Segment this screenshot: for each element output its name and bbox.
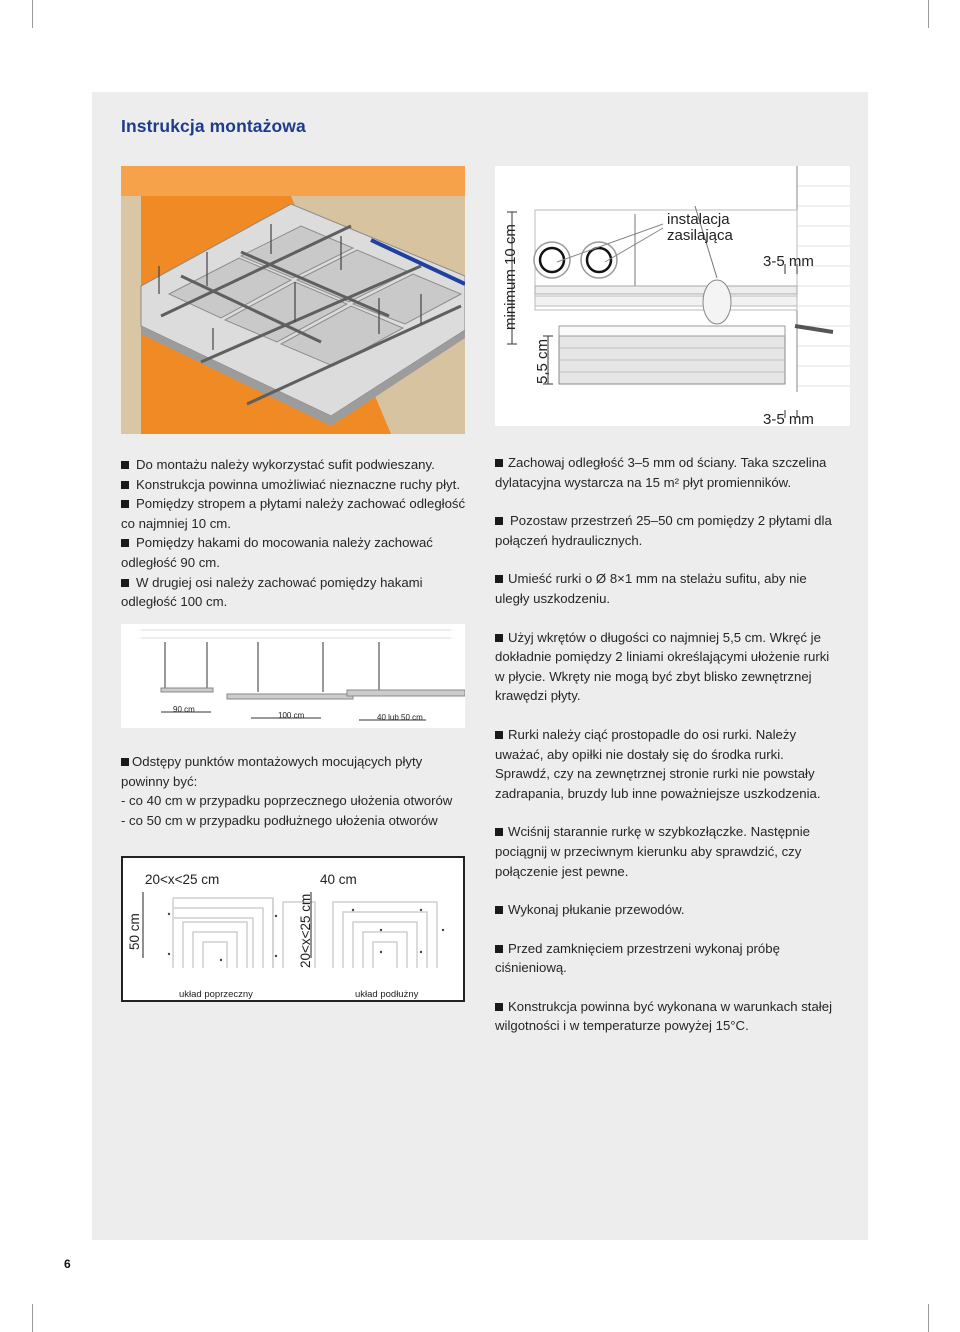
pipe-layouts-diagram	[121, 856, 465, 1002]
bullet-icon	[495, 575, 503, 583]
bullet-icon	[495, 945, 503, 953]
bullet-icon	[121, 500, 129, 508]
hangers-diagram	[121, 624, 465, 728]
label-x-side: 20<x<25 cm	[298, 893, 313, 968]
bullet-icon	[121, 481, 129, 489]
crop-mark	[32, 1304, 33, 1332]
bullet-icon	[495, 731, 503, 739]
page-number: 6	[64, 1257, 71, 1271]
label-100: 100 cm	[278, 711, 305, 720]
right-bullet-list: Zachowaj odległość 3–5 mm od ściany. Taka szczelina dylatacyjna wystarcza na 15 m² płyt promienników. Pozostaw przestrzeń 25–50 cm pomiędzy 2 płytami dla połączeń hydraulicznych. Umieść rurki o Ø 8×1 mm na stelażu sufitu, aby nie uległy uszkodzeniu. Użyj wkrętów o długości co najmniej 5,5 cm. Wkręć je dokładnie pomiędzy 2 liniami określającymi ułożenie rurki w płycie. Wkręty nie mogą być zbyt blisko zewnętrznej krawędzi płyty. Rurki należy ciąć prostopadle do osi rurki. Należy uważać, aby opiłki nie dostały się do środka rurki. Sprawdź, czy na zewnętrznej stronie rurki nie powstały zadrapania, bruzdy lub inne poważniejsze uszkodzenia. Wciśnij starannie rurkę w szybkozłączke. Następnie pociągnij w przeciwnym kierunku aby sprawdzić, czy połączenie jest pewne. Wykonaj płukanie przewodów. Przed zamknięciem przestrzeni wykonaj próbę ciśnieniową. Konstrukcja powinna być wykonana w warunkach stałej wilgotności i w temperaturze powyżej 15°C.	[495, 455, 832, 1034]
bullet-icon	[495, 517, 503, 525]
spacing-block: Odstępy punktów montażowych mocujących płyty powinny być: - co 40 cm w przypadku poprzecznego ułożenia otworów - co 50 cm w przypadku podłużnego ułożenia otworów	[121, 754, 453, 828]
label-55: 5,5 cm	[534, 338, 551, 384]
bullet-icon	[495, 1003, 503, 1011]
crop-mark	[928, 0, 929, 28]
bullet-icon	[495, 459, 503, 467]
ceiling-illustration	[121, 166, 465, 434]
bullet-icon	[121, 758, 129, 766]
label-installation-1: instalacja	[667, 211, 730, 228]
bullet-icon	[121, 461, 129, 469]
label-cross: układ poprzeczny	[179, 989, 253, 1000]
bullet-icon	[495, 828, 503, 836]
bullet-icon	[121, 539, 129, 547]
page-title: Instrukcja montażowa	[121, 116, 306, 136]
label-installation-2: zasilająca	[667, 227, 733, 244]
bullet-icon	[495, 906, 503, 914]
label-40: 40 cm	[320, 872, 357, 887]
label-x-top: 20<x<25 cm	[145, 872, 220, 887]
label-gap-bottom: 3-5 mm	[763, 411, 814, 426]
label-long: układ podłużny	[355, 989, 419, 1000]
label-90: 90 cm	[173, 705, 195, 714]
label-50: 50 cm	[127, 913, 142, 950]
bullet-icon	[121, 579, 129, 587]
bullet-icon	[495, 634, 503, 642]
crop-mark	[32, 0, 33, 28]
label-gap-top: 3-5 mm	[763, 253, 814, 270]
crop-mark	[928, 1304, 929, 1332]
wall-gap-diagram	[495, 166, 850, 426]
left-bullet-list: Do montażu należy wykorzystać sufit podwieszany. Konstrukcja powinna umożliwiać nieznaczne ruchy płyt. Pomiędzy stropem a płytami należy zachować odległość co najmniej 10 cm. Pomiędzy hakami do mocowania należy zachować odległość 90 cm. W drugiej osi należy zachować pomiędzy hakami odległość 100 cm.	[121, 457, 466, 610]
label-40-50: 40 lub 50 cm	[377, 713, 423, 722]
label-minimum: minimum 10 cm	[502, 224, 519, 330]
